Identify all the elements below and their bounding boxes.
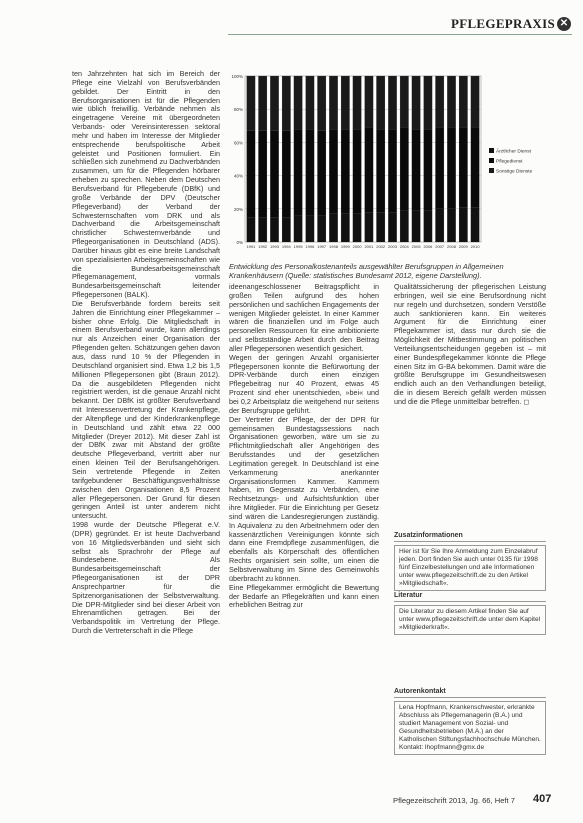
x-tick-label: 2002: [376, 244, 386, 249]
x-tick-label: 2003: [388, 244, 397, 249]
bar-segment: [424, 129, 432, 210]
text-column-1: [72, 70, 220, 636]
legend-label: Pflegedienst: [496, 159, 523, 165]
legend-swatch: [489, 148, 494, 153]
info-box-literatur: [394, 592, 546, 635]
bar-segment: [365, 127, 373, 212]
bar-segment: [329, 76, 337, 129]
x-tick-label: 2005: [411, 244, 421, 249]
chart-svg: [229, 70, 555, 256]
bar-segment: [412, 76, 420, 129]
bar-segment: [317, 76, 325, 131]
bar-segment: [306, 215, 314, 242]
bar-segment: [435, 76, 443, 127]
x-tick-label: 2010: [470, 244, 480, 249]
bar-segment: [282, 131, 290, 217]
bar-segment: [471, 207, 479, 242]
bar-segment: [329, 129, 337, 214]
paragraph: Der Vertreter der Pflege, der der DPR für gemeinsamen Bundestagssessions nach Organisationen geworben, wäre um sie zu Pflichtmitgliedschaft aller Angehörigen des Berufsstandes und der gesetzlichen Legitimation geregelt. In Deutschland ist eine Verkammerung anerkannter Organisationsformen Kammer. Kammern haben, im Gegensatz zu Verbänden, eine Rechtsetzungs- und Aufsichtsfunktion über ihre Mitglieder. Für die Einrichtung per Gesetz sind wären die Landesregierungen zuständig. In Aquivalenz zu den Arbeitnehmern oder den kassenärztlichen Vereinigungen könnte sich dann eine Fremdpflege zusammenfügen, die ebenfalls als Körperschaft des öffentlichen Rechts organisiert sein sollte, um einen die Selbstverwaltung im Sinne des Gemeinwohls überbracht zu können.: [229, 414, 379, 583]
x-circle-icon: ✕: [557, 17, 571, 31]
x-tick-label: 2001: [364, 244, 374, 249]
bar-segment: [247, 217, 255, 242]
bar-segment: [400, 210, 408, 242]
header-rule: [228, 34, 572, 35]
bar-segment: [471, 76, 479, 127]
bar-segment: [258, 217, 266, 242]
bar-segment: [306, 129, 314, 215]
y-tick-label: 40%: [233, 173, 243, 179]
page-number: 407: [533, 793, 552, 805]
bar-segment: [353, 129, 361, 214]
box-title: Literatur: [394, 592, 546, 602]
bar-segment: [412, 129, 420, 210]
x-tick-label: 1994: [281, 244, 291, 249]
legend-swatch: [489, 158, 494, 163]
bar-segment: [424, 76, 432, 129]
bar-segment: [341, 76, 349, 129]
x-tick-label: 1991: [246, 244, 256, 249]
x-tick-label: 2007: [435, 244, 445, 249]
section-title: PFLEGEPRAXIS: [450, 16, 555, 31]
bar-segment: [353, 76, 361, 129]
paragraph: Wegen der geringen Anzahl organisierter Pflegepersonen konnte die Befürwortung der DPR-Verbände durch einen einzigen Pflegebeitrag nur 40 Prozent, etwas 45 Prozent sind eher unentschieden, »bei« und bei 0,2 Arbeitsplatz die weitgehend nur seitens der Berufsgruppe geführt.: [229, 352, 379, 415]
bar-segment: [400, 76, 408, 127]
bar-segment: [353, 214, 361, 242]
bar-segment: [388, 129, 396, 212]
bar-segment: [317, 131, 325, 216]
bar-segment: [294, 76, 302, 129]
bar-segment: [270, 76, 278, 131]
x-tick-label: 2008: [447, 244, 456, 249]
y-tick-label: 20%: [233, 206, 243, 212]
bar-segment: [247, 131, 255, 217]
bar-segment: [294, 215, 302, 242]
box-body: Die Literatur zu diesem Artikel finden Sie auf unter www.pflegezeitschrift.de unter dem Kapitel »Mitgliederkraft«.: [394, 605, 546, 635]
y-tick-label: 80%: [233, 107, 243, 113]
bar-segment: [376, 129, 384, 212]
bar-segment: [447, 76, 455, 127]
x-tick-label: 2009: [458, 244, 468, 249]
bar-segment: [388, 76, 396, 129]
box-body: Lena Hopfmann, Krankenschwester, erkrankte Abschluss als Pflegemanagerin (B.A.) und studiert Management von Sozial- und Gesundheitsbetrieben (M.A.) an der Katholischen Stiftungsfachhochschule München. Kontakt: lhopfmann@gmx.de: [394, 701, 546, 755]
figure-caption: Entwicklung des Personalkostenanteils ausgewählter Berufsgruppen in Allgemeinen Krankenhäusern (Quelle: statistisches Bundesamt 2012, eigene Darstellung).: [229, 262, 504, 280]
x-tick-label: 2004: [399, 244, 409, 249]
x-tick-label: 1995: [293, 244, 303, 249]
info-box-zusatz: [394, 532, 546, 591]
bar-segment: [424, 210, 432, 242]
x-tick-label: 1993: [270, 244, 279, 249]
bar-segment: [365, 212, 373, 242]
x-tick-label: 1999: [340, 244, 350, 249]
bar-segment: [247, 76, 255, 131]
plot-area: [245, 76, 481, 242]
bar-segment: [459, 76, 467, 127]
box-body: Hier ist für Sie Ihre Anmeldung zum Einzelabruf jeden. Dort finden Sie auch unter 0135 für 1998 fünf Einzelbestellungen und alle Informationen unter www.pflegezeitschrift.de zu den Artikel »Mitgliedschaft«.: [394, 545, 546, 591]
x-tick-label: 1992: [258, 244, 268, 249]
text-column-3: [394, 283, 546, 407]
bar-segment: [435, 209, 443, 242]
x-tick-label: 1998: [329, 244, 338, 249]
bar-segment: [459, 207, 467, 242]
bar-segment: [376, 76, 384, 129]
paragraph: ideenangeschlossener Beitragspflicht in großen Teilen aufgrund des hohen persönlichen und sachlichen Engagements der wenigen Mitglieder geleistet. In einer Kammer wären die finanziellen und im Folge auch personellen Ressourcen für eine ambitionierte und selbstständige Arbeit durch den Beitrag aller Pflegepersonen wesentlich gesichert.: [229, 282, 379, 353]
y-tick-label: 0%: [236, 240, 243, 245]
bar-segment: [412, 210, 420, 242]
x-tick-label: 2000: [352, 244, 362, 249]
box-title: Autorenkontakt: [394, 688, 546, 698]
paragraph: ten Jahrzehnten hat sich im Bereich der Pflege eine Vielzahl von Berufsverbänden gebildet. Der Eintritt in den Berufsorganisationen ist für die Pflegenden wie üblich freiwillig. Verbände nehmen als eingetragene Vereine mit übergeordneten Verbands- oder Vereinsinteressen sektoral mehr und haben im Interesse der Mitglieder entsprechende berufspolitische Arbeit geleistet und Positionen formuliert. Ein schließen sich zunehmend zu Dachverbänden zusammen, um für die Pflegenden hörbarer erheben zu sprechen. Neben dem Deutschen Berufsverband für Pflegeberufe (DBfK) und große Verbände der DPV (Deutscher Pflegeverband) der Verband der Schwesternschaften vom DRK und als Dachverband die Arbeitsgemeinschaft christlicher Schwesternverbände und Pflegeorganisationen in Deutschland (ADS). Darüber hinaus gibt es eine breite Landschaft von spezialisierten Arbeitsgemeinschaften wie die Bundesarbeitsgemeinschaft Pflegemanagement, vormals Bundesarbeitsgemeinschaft leitender Pflegepersonen (BALK).: [72, 69, 220, 300]
stacked-bar-chart: [229, 70, 555, 256]
bar-segment: [447, 127, 455, 208]
bar-segment: [270, 131, 278, 217]
bar-segment: [459, 127, 467, 207]
bar-segment: [435, 127, 443, 208]
paragraph: 1998 wurde der Deutsche Pflegerat e.V. (DPR) gegründet. Er ist heute Dachverband von 16 Mitgliedsverbänden und sieht sich selbst als Sprachrohr der Pflege auf Bundesebene. Als Bundesarbeitsgemeinschaft der Pflegeorganisationen ist der DPR Ansprechpartner für die Spitzenorganisationen der Selbstverwaltung. Die DPR-Mitglieder sind bei dieser Arbeit von Ehrenamtlichen getragen. Bei der Verbandspolitik im Vertretung der Pflege. Durch die Vertreterschaft in die Pflege: [72, 520, 220, 636]
bar-segment: [258, 76, 266, 131]
box-title: Zusatzinformationen: [394, 532, 546, 542]
x-tick-label: 1996: [305, 244, 315, 249]
bar-segment: [270, 217, 278, 242]
bar-segment: [317, 215, 325, 242]
text-column-2: [229, 283, 379, 610]
bar-segment: [471, 127, 479, 207]
legend-label: Sonstige Dienste: [496, 169, 533, 175]
bar-segment: [376, 212, 384, 242]
paragraph: Die Berufsverbände fordern bereits seit Jahren die Einrichtung einer Pflegekammer – bisher ohne Erfolg. Die Mitgliedschaft in einem Berufsverband wurde, kann allerdings nur als Anzeichen einer Organisation der Pflegenden gelten. Schätzungen gehen davon aus, dass rund 10 % der Pflegenden in Deutschland organisiert sind. Etwa 1,2 bis 1,5 Millionen Pflegepersonen gibt (Braun 2012). Da die ausgebildeten Pflegenden nicht registriert werden, ist die genaue Anzahl nicht bekannt. Der DBfK ist größter Berufsverband mit Interessenvertretung der Krankenpflege, der Altenpflege und der Kinderkrankenpflege in Deutschland und zählt etwa 22 000 Mitglieder (Dreyer 2012). Mit dieser Zahl ist der DBfK zwar mit Abstand der größte deutsche Pflegeverband, vertritt aber nur einen kleinen Teil der Berufsangehörigen. Sein vertretende Pflegende in Zeiten tarifgebundener Beschäftigungsverhältnisse zwischen den Organisationen 8,5 Prozent aller Pflegepersonen. Der Grund für diesen geringen Anteil ist unter anderem nicht untersucht.: [72, 298, 220, 521]
bar-segment: [282, 217, 290, 242]
bar-segment: [258, 131, 266, 217]
x-tick-label: 1997: [317, 244, 327, 249]
bar-segment: [365, 76, 373, 127]
y-tick-label: 100%: [231, 74, 243, 79]
legend-label: Ärztlicher Dienst: [496, 149, 531, 155]
legend-swatch: [489, 168, 494, 173]
bar-segment: [341, 129, 349, 214]
bar-segment: [294, 129, 302, 215]
bar-segment: [388, 212, 396, 242]
bar-segment: [329, 214, 337, 242]
journal-citation: Pflegezeitschrift 2013, Jg. 66, Heft 7: [393, 796, 515, 805]
paragraph: Eine Pflegekammer ermöglicht die Bewertung der Bedarfe an Pflegekräften und kann einen erheblichen Beitrag zur: [229, 582, 379, 610]
bar-segment: [282, 76, 290, 131]
info-box-autor: [394, 688, 546, 755]
bar-segment: [447, 209, 455, 242]
bar-segment: [341, 214, 349, 242]
bar-segment: [306, 76, 314, 129]
x-tick-label: 2006: [423, 244, 433, 249]
y-tick-label: 60%: [233, 140, 243, 146]
bar-segment: [400, 127, 408, 210]
paragraph: Qualitätssicherung der pflegerischen Leistung erbringen, weil sie eine Berufsordnung nicht nur regeln und durchsetzen, sondern Verstöße auch sanktionieren kann. Ein weiteres Argument für die Einrichtung einer Pflegekammer ist, dass nur durch sie die Möglichkeit der Mitbestimmung an politischen Verteilungsentscheidungen gegeben ist – mit einer Bundespflegekammer könnte die Pflege einen Sitz im G-BA bekommen. Damit wäre die größte Berufsgruppe im Gesundheitswesen endlich auch an den Verhandlungen beteiligt, die in diesem Bereich gefällt werden müssen und die die Pflege unmittelbar betreffen. ◻: [394, 282, 546, 406]
